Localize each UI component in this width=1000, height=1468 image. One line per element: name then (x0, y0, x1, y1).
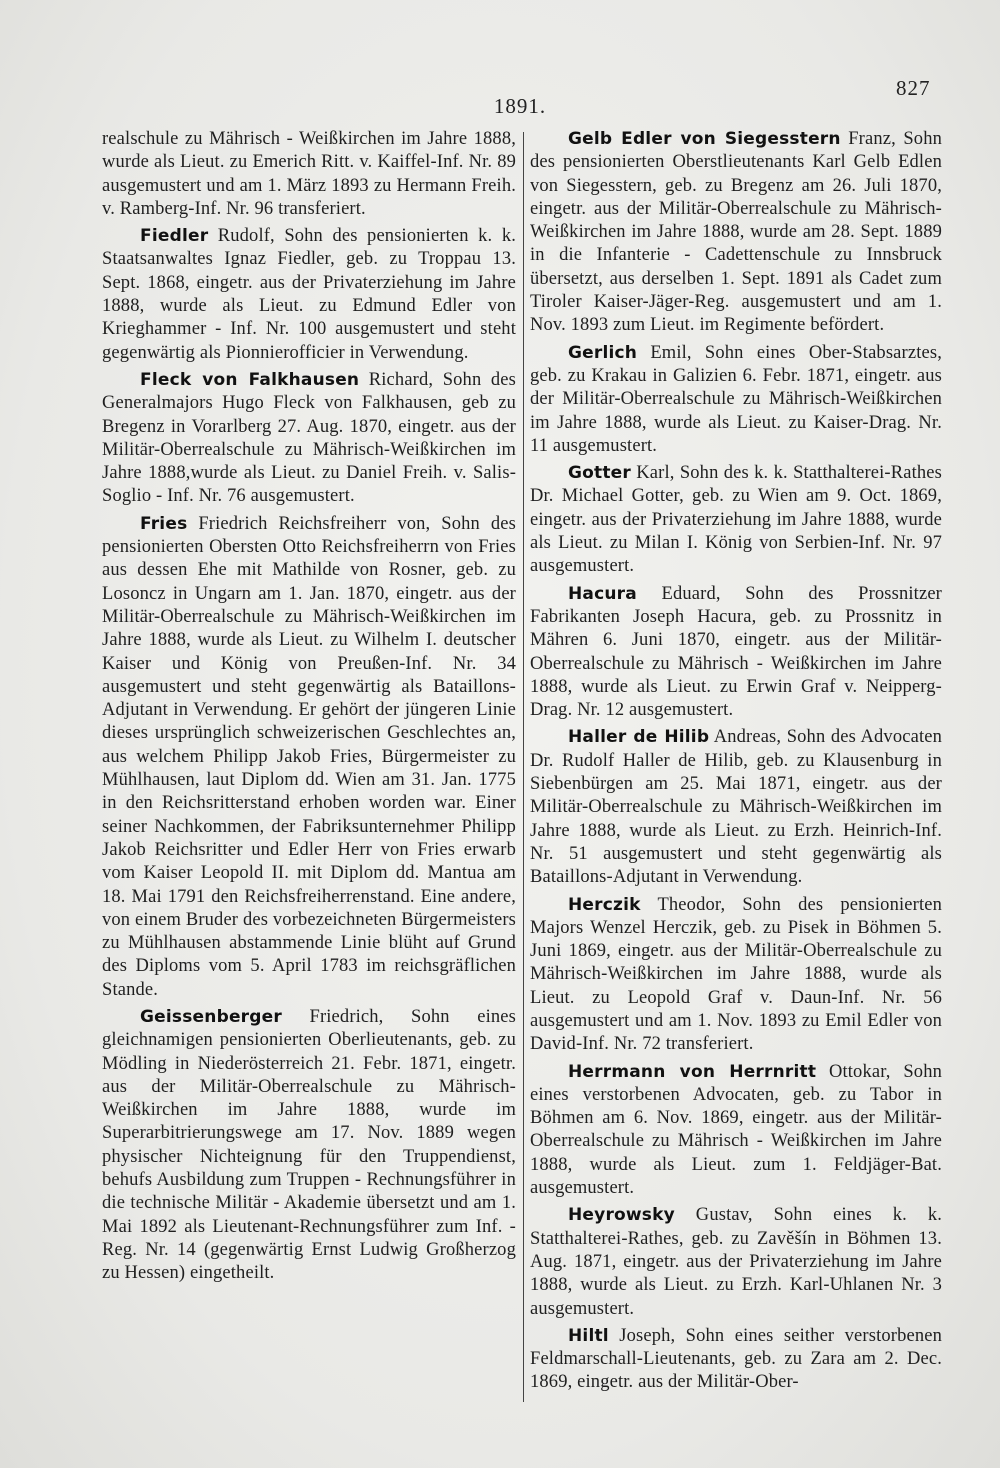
entry-name: Herrmann von Herrnritt (568, 1061, 817, 1082)
entry-name: Gerlich (568, 342, 638, 363)
column-divider (523, 132, 524, 1402)
entry-text: Friedrich, Sohn eines gleichnamigen pensionierten Oberlieutenants, geb. zu Mödling in Niederösterreich 21. Febr. 1871, eingetr. aus der Militär-Oberrealschule zu Mährisch-Weißkirchen im Jahre 1888, wurde im Superarbitrierungswege am 17. Nov. 1889 wegen physischer Nichteignung für den Truppendienst, behufs Ausbildung zum Truppen - Rechnungsführer in die technische Militär - Akademie übersetzt und am 1. Mai 1892 als Lieutenant-Rechnungsführer zum Inf. - Reg. Nr. 14 (gegenwärtig Ernst Ludwig Großherzog zu Hessen) eingetheilt. (102, 1006, 516, 1284)
entry-text: Rudolf, Sohn des pensionierten k. k. Staatsanwaltes Ignaz Fiedler, geb. zu Troppau 13. Sept. 1868, eingetr. aus der Privaterziehung im Jahre 1888, wurde als Lieut. zu Edmund Edler von Krieghammer - Inf. Nr. 100 ausgemustert und steht gegenwärtig als Pionnierofficier in Verwendung. (102, 226, 516, 363)
entry-text: realschule zu Mährisch - Weißkirchen im Jahre 1888, wurde als Lieut. zu Emerich Ritt. v. Kaiffel-Inf. Nr. 89 ausgemustert und am 1. März 1893 zu Hermann Freih. v. Ramberg-Inf. Nr. 96 transferiert. (102, 129, 516, 219)
entry-name: Herczik (568, 894, 641, 915)
entry-name: Hiltl (568, 1325, 609, 1346)
entry-text: Richard, Sohn des Generalmajors Hugo Fleck von Falkhausen, geb zu Bregenz in Vorarlberg 27. Aug. 1870, eingetr. aus der Militär-Oberrealschule zu Mährisch-Weißkirchen im Jahre 1888,wurde als Lieut. zu Daniel Freih. v. Salis-Soglio - Inf. Nr. 76 ausgemustert. (102, 369, 516, 507)
entry-geissenberger (102, 1006, 516, 1286)
entry-fries (102, 513, 516, 1002)
entry-text: Karl, Sohn des k. k. Statthalterei-Rathes Dr. Michael Gotter, geb. zu Wien am 9. Oct. 1869, eingetr. aus der Privaterziehung im Jahre 1888, wurde als Lieut. zu Milan I. König von Serbien-Inf. Nr. 97 ausgemustert. (530, 463, 942, 577)
entry-gelb-edler-von-siegesstern (530, 128, 942, 338)
entry-text: Gustav, Sohn eines k. k. Statthalterei-Rathes, geb. zu Zavěšín in Böhmen 13. Aug. 1871, eingetr. aus der Privaterziehung im Jahre 1888, wurde als Lieut. zu Erzh. Karl-Uhlanen Nr. 3 ausgemustert. (530, 1205, 942, 1319)
entry-hiltl (530, 1325, 942, 1395)
page-number: 827 (896, 76, 931, 100)
entry-gotter (530, 462, 942, 578)
entry-haller-de-hilib (530, 726, 942, 889)
entry-herczik (530, 894, 942, 1057)
entry-gerlich (530, 342, 942, 458)
entry-fleck-von-falkhausen (102, 369, 516, 509)
entry-text: Eduard, Sohn des Prossnitzer Fabrikanten Joseph Hacura, geb. zu Prossnitz in Mähren 6. Juni 1870, eingetr. aus der Militär-Oberrealschule zu Mährisch - Weißkirchen im Jahre 1888, wurde als Lieut. zu Erwin Graf v. Neipperg-Drag. Nr. 12 ausgemustert. (530, 583, 942, 721)
entry-name: Gelb Edler von Siegesstern (568, 129, 841, 149)
entry-text: Franz, Sohn des pensionierten Oberstlieutenants Karl Gelb Edlen von Siegesstern, geb. zu Bregenz am 26. Juli 1870, eingetr. aus der Militär-Oberrealschule zu Mährisch-Weißkirchen im Jahre 1888, wurde am 28. Sept. 1889 in die Infanterie - Cadettenschule zu Innsbruck übersetzt, aus derselben 1. Sept. 1891 als Cadet zum Tiroler Kaiser-Jäger-Reg. ausgemustert und am 1. Nov. 1893 zum Lieut. im Regimente befördert. (530, 129, 943, 336)
entry-name: Geissenberger (140, 1006, 282, 1027)
entry-text: Joseph, Sohn eines seither verstorbenen Feldmarschall-Lieutenants, geb. zu Zara am 2. Dec. 1869, eingetr. aus der Militär-Ober- (530, 1325, 942, 1393)
entry-name: Fleck von Falkhausen (140, 369, 360, 390)
entry-name: Gotter (568, 463, 631, 484)
left-column (102, 128, 516, 1286)
entry-name: Fries (140, 513, 188, 534)
entry-text: Theodor, Sohn des pensionierten Majors Wenzel Herczik, geb. zu Pisek in Böhmen 5. Juni 1869, eingetr. aus der Militär-Oberrealschule zu Mährisch-Weißkirchen im Jahre 1888, wurde als Lieut. zu Leopold Graf v. Daun-Inf. Nr. 56 ausgemustert und am 1. Nov. 1893 zu Emil Edler von David-Inf. Nr. 72 transferiert. (530, 894, 942, 1055)
entry-text: Friedrich Reichsfreiherr von, Sohn des pensionierten Obersten Otto Reichsfreiherrn von Fries aus dessen Ehe mit Mathilde von Rosner, geb. zu Losoncz in Ungarn am 1. Jan. 1870, eingetr. aus der Militär-Oberrealschule zu Mährisch-Weißkirchen im Jahre 1888, wurde als Lieut. zu Wilhelm I. deutscher Kaiser und König von Preußen-Inf. Nr. 34 ausgemustert und steht gegenwärtig als Bataillons-Adjutant in Verwendung. Er gehört der jüngeren Linie dieses ursprünglich schweizerischen Geschlechtes an, aus welchem Philipp Jakob Fries, Bürgermeister zu Mühlhausen, laut Diplom dd. Wien am 31. Jan. 1775 in den Reichsritterstand erhoben worden war. Einer seiner Nachkommen, der Fabriksunternehmer Philipp Jakob Reichsritter und Edler Herr von Fries erwarb vom Kaiser Leopold II. mit Diplom dd. Mantua am 18. Mai 1791 den Reichsfreiherrenstand. Eine andere, von einem Bruder des vorbezeichneten Bürgermeisters zu Mühlhausen abstammende Linie blüht auf Grund des Diploms vom 5. April 1783 im reichsgräflichen Stande. (102, 513, 516, 1000)
entry-fiedler (102, 225, 516, 365)
entry-herrmann-von-herrnritt (530, 1061, 942, 1201)
page-year-heading: 1891. (493, 94, 547, 118)
entry-text: Ottokar, Sohn eines verstorbenen Advocaten, geb. zu Tabor in Böhmen am 6. Nov. 1869, eingetr. aus der Militär-Oberrealschule zu Mährisch - Weißkirchen im Jahre 1888, wurde als Lieut. zum 1. Feldjäger-Bat. ausgemustert. (530, 1061, 942, 1199)
right-column (530, 128, 942, 1395)
entry-text: Emil, Sohn eines Ober-Stabsarztes, geb. zu Krakau in Galizien 6. Febr. 1871, eingetr. aus der Militär-Oberrealschule zu Mährisch-Weißkirchen im Jahre 1888, wurde als Lieut. zu Kaiser-Drag. Nr. 11 ausgemustert. (530, 342, 942, 456)
entry-hacura (530, 583, 942, 723)
entry-name: Fiedler (140, 226, 209, 247)
entry-name: Haller de Hilib (568, 727, 710, 748)
entry-continuation (102, 128, 516, 221)
entry-heyrowsky (530, 1204, 942, 1320)
entry-name: Heyrowsky (568, 1205, 675, 1226)
entry-text: Andreas, Sohn des Advocaten Dr. Rudolf Haller de Hilib, geb. zu Klausenburg in Siebenbürgen am 25. Mai 1871, eingetr. aus der Militär-Oberrealschule zu Mährisch-Weißkirchen im Jahre 1888, wurde als Lieut. zu Erzh. Heinrich-Inf. Nr. 51 ausgemustert und steht gegenwärtig als Bataillons-Adjutant in Verwendung. (530, 727, 942, 888)
entry-name: Hacura (568, 583, 637, 604)
